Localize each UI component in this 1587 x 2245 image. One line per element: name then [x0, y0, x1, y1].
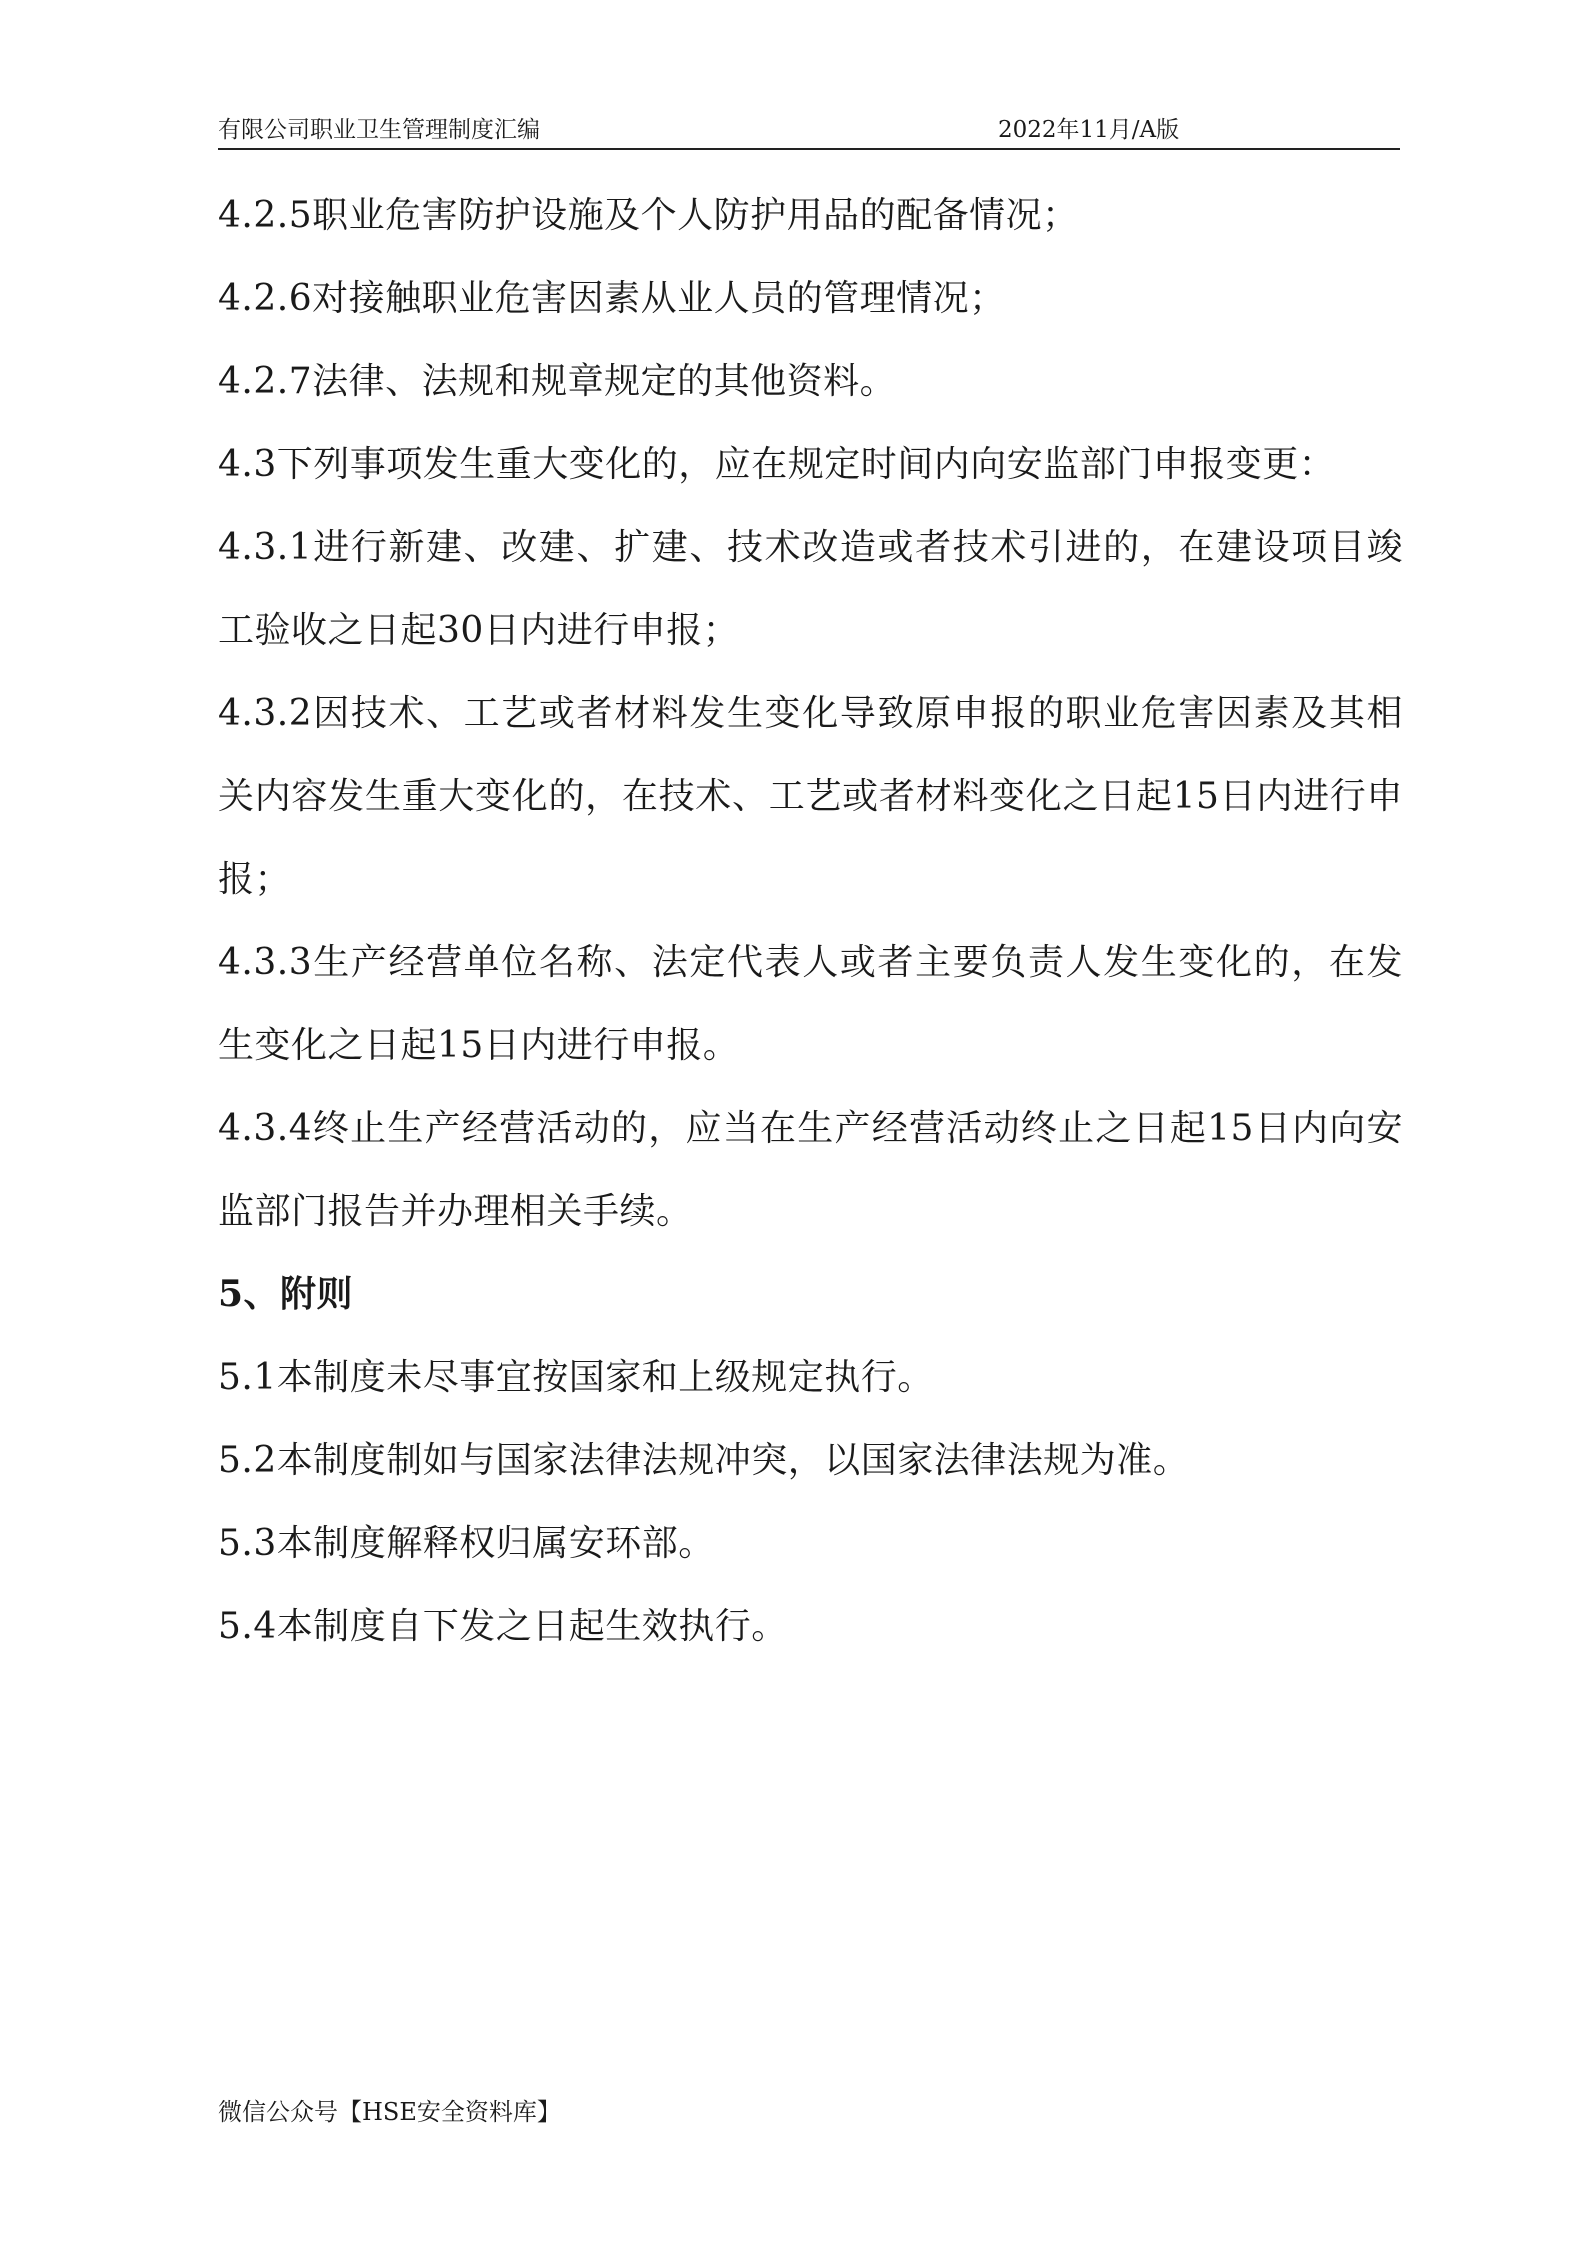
- paragraph-4-3: 4.3下列事项发生重大变化的，应在规定时间内向安监部门申报变更：: [218, 444, 1336, 485]
- paragraph-4-3-2: 4.3.2因技术、工艺或者材料发生变化导致原申报的职业危害因素及其相关内容发生重大变化的，在技术、工艺或者材料变化之日起15日内进行申报；: [218, 693, 1403, 900]
- paragraph-4-2-5: 4.2.5职业危害防护设施及个人防护用品的配备情况；: [218, 195, 1079, 236]
- paragraph-5-3: 5.3本制度解释权归属安环部。: [218, 1523, 715, 1564]
- page-header: [218, 112, 1400, 150]
- page-footer: 微信公众号【HSE安全资料库】: [218, 2098, 561, 2126]
- paragraph-4-3-4: 4.3.4终止生产经营活动的，应当在生产经营活动终止之日起15日内向安监部门报告并办理相关手续。: [218, 1108, 1403, 1232]
- paragraph-5-4: 5.4本制度自下发之日起生效执行。: [218, 1606, 788, 1647]
- paragraph-5-1: 5.1本制度未尽事宜按国家和上级规定执行。: [218, 1357, 934, 1398]
- header-document-title: 有限公司职业卫生管理制度汇编: [218, 117, 540, 143]
- document-body: [218, 174, 1403, 1668]
- paragraph-4-3-3: 4.3.3生产经营单位名称、法定代表人或者主要负责人发生变化的，在发生变化之日起15日内进行申报。: [218, 942, 1403, 1066]
- paragraph-4-2-7: 4.2.7法律、法规和规章规定的其他资料。: [218, 361, 897, 402]
- section-5-heading: 5、附则: [218, 1273, 354, 1315]
- paragraph-4-3-1: 4.3.1进行新建、改建、扩建、技术改造或者技术引进的，在建设项目竣工验收之日起30日内进行申报；: [218, 527, 1403, 651]
- header-version-date: 2022年11月/A版: [998, 117, 1180, 143]
- paragraph-5-2: 5.2本制度制如与国家法律法规冲突，以国家法律法规为准。: [218, 1440, 1190, 1481]
- paragraph-4-2-6: 4.2.6对接触职业危害因素从业人员的管理情况；: [218, 278, 1006, 319]
